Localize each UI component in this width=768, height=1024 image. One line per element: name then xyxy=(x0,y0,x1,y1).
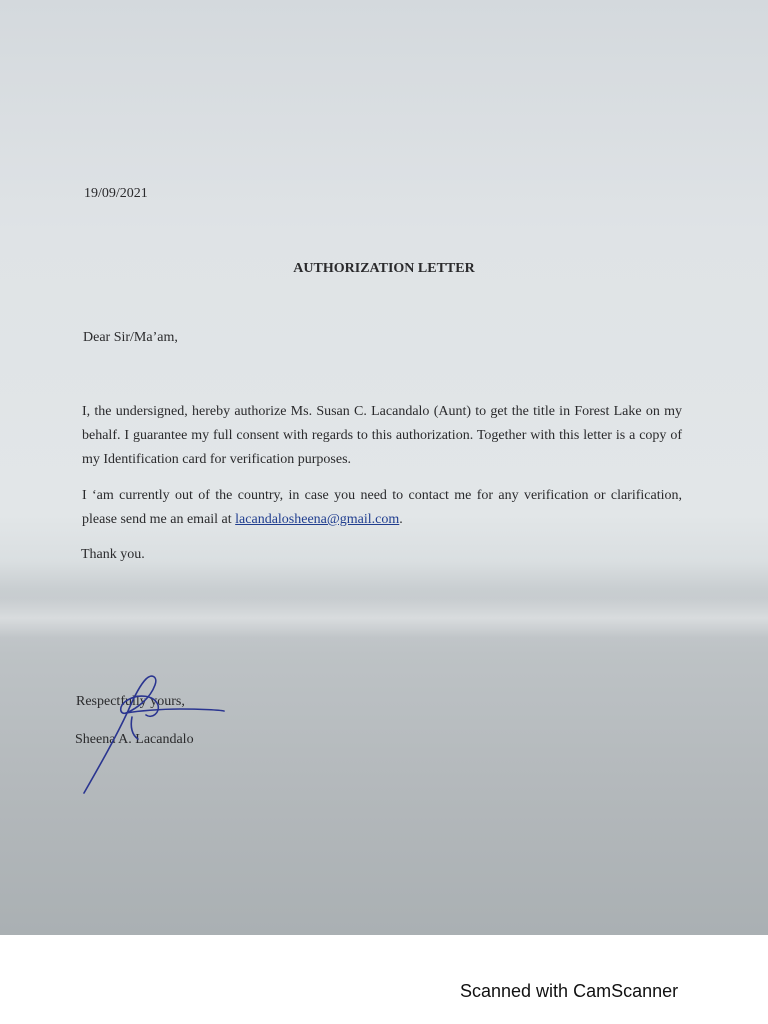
camscanner-watermark: Scanned with CamScanner xyxy=(460,981,679,1001)
letter-title: AUTHORIZATION LETTER xyxy=(293,261,475,276)
signatory-name: Sheena A. Lacandalo xyxy=(75,732,194,747)
body-paragraph-2 xyxy=(82,484,682,532)
closing-line: Respectfully yours, xyxy=(76,694,185,709)
glare-band xyxy=(0,598,768,638)
thanks-line: Thank you. xyxy=(81,547,145,562)
handwritten-signature xyxy=(60,655,260,805)
paragraph-2-end: . xyxy=(399,512,403,527)
salutation: Dear Sir/Ma’am, xyxy=(83,330,178,345)
body-paragraph-1: I, the undersigned, hereby authorize Ms. Susan C. Lacandalo (Aunt) to get the title in Forest Lake on my behalf. I guarantee my full consent with regards to this authorization. Together with this letter is a copy of my Identification card for verification purposes. xyxy=(82,404,682,467)
letter-date: 19/09/2021 xyxy=(84,186,148,201)
email-link[interactable]: lacandalosheena@gmail.com xyxy=(235,512,400,527)
paragraph-2-text: I ‘am currently out of the country, in case you need to contact me for any verification or clarification, please send me an email at xyxy=(82,488,682,527)
